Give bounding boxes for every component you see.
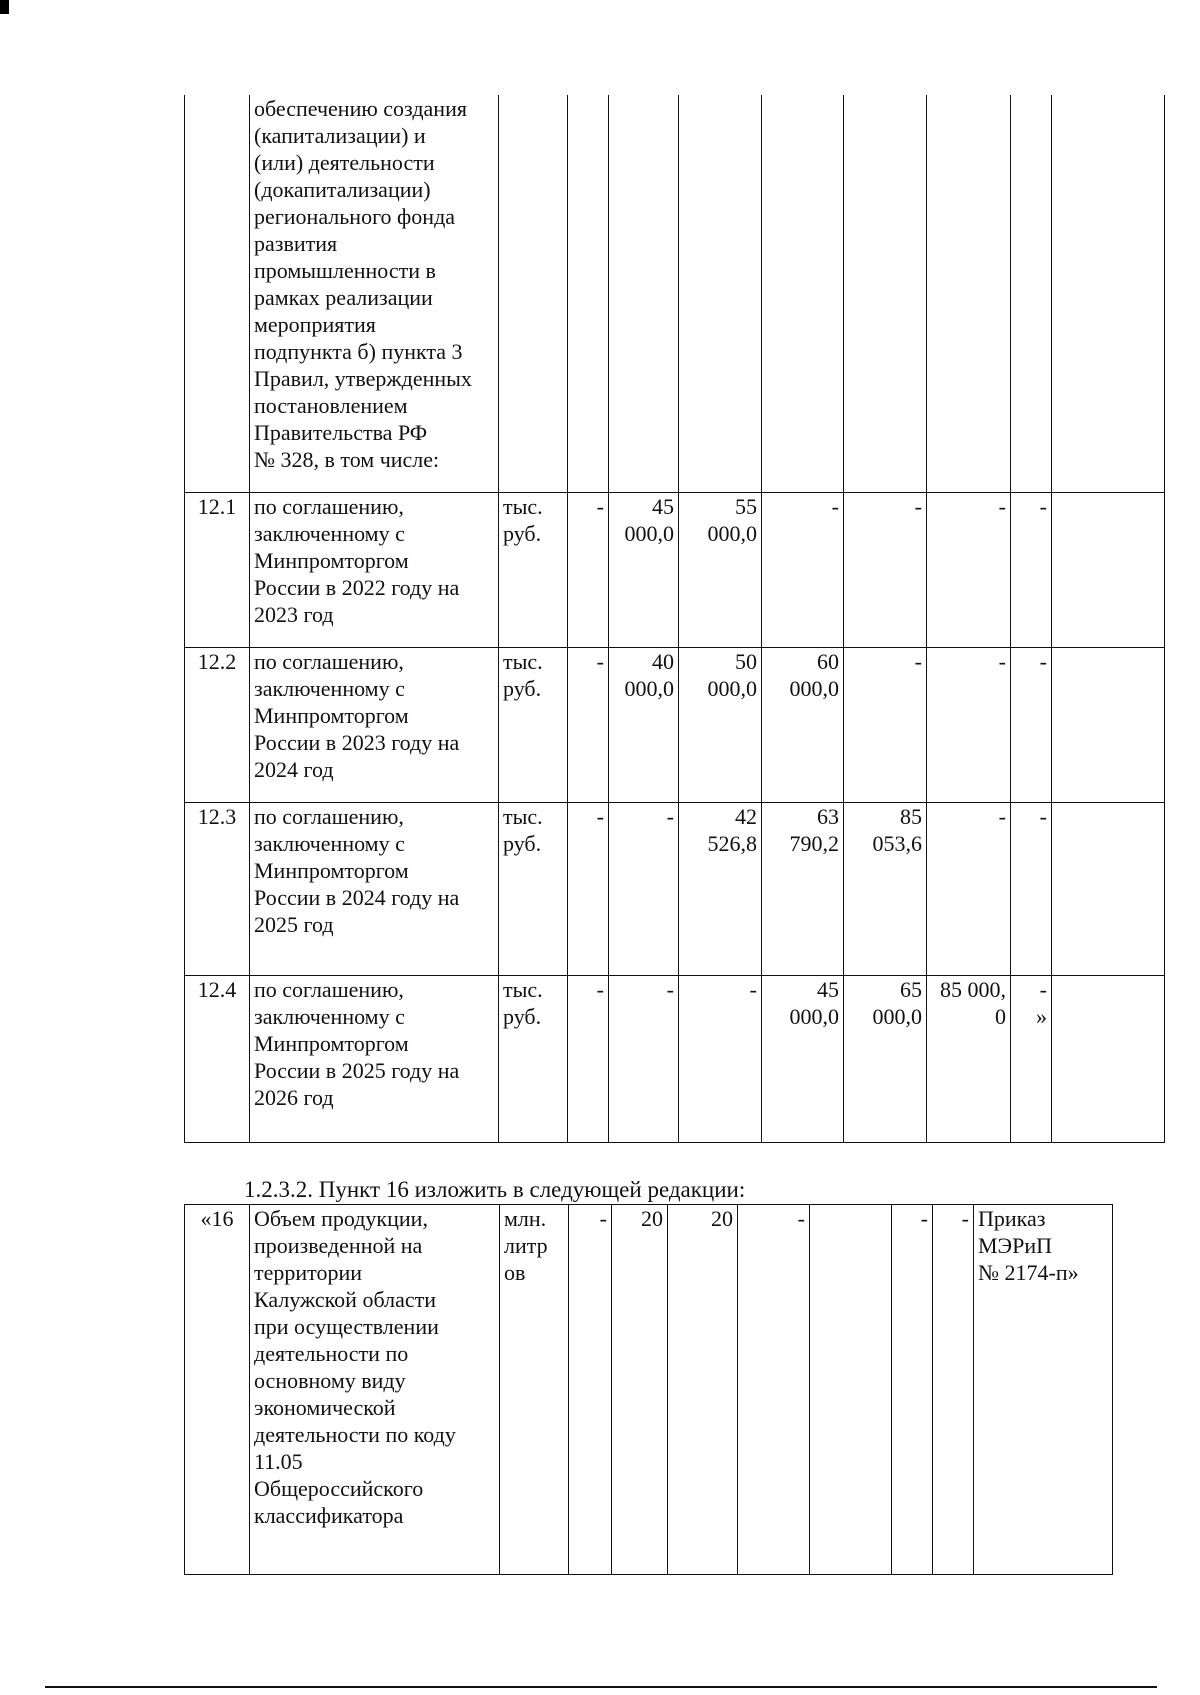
cell-value-1: - [568, 492, 609, 647]
cell-value-7: - [1011, 647, 1052, 802]
table-row-16 [185, 1205, 1113, 1575]
cell-value-3: 55 000,0 [679, 492, 762, 647]
cell-value-1: - [569, 1205, 612, 1575]
cell-value-4: - [762, 492, 844, 647]
cell-value-5: - [844, 492, 927, 647]
cell-name: по соглашению, заключенному с Минпромторгом России в 2022 году на 2023 год [250, 492, 499, 647]
cell-last [1052, 647, 1165, 802]
cell-value-5: - [844, 647, 927, 802]
cell-last [1052, 492, 1165, 647]
indicator-16-table [184, 1204, 1113, 1575]
cell-last [1052, 802, 1165, 975]
cell-name-continuation: обеспечению создания (капитализации) и (или) деятельности (докапитализации) регионального фонда развития промышленности в рамках реализации мероприятия подпункта б) пункта 3 Правил, утвержденных постановлением Правительства РФ № 328, в том числе: [250, 95, 499, 492]
cell-value-6: - [927, 647, 1011, 802]
indicators-table [184, 95, 1165, 1143]
cell-value-6: - [927, 492, 1011, 647]
cell-value-4: 63 790,2 [762, 802, 844, 975]
cell-value-6 [927, 95, 1011, 492]
cell-last [1052, 975, 1165, 1142]
cell-source: Приказ МЭРиП № 2174-п» [974, 1205, 1113, 1575]
cell-value-5: 85 053,6 [844, 802, 927, 975]
cell-value-3 [679, 95, 762, 492]
cell-code: 12.3 [185, 802, 250, 975]
cell-value-2: 45 000,0 [609, 492, 679, 647]
cell-value-1: - [568, 975, 609, 1142]
cell-unit: тыс. руб. [499, 802, 568, 975]
cell-value-4: - [738, 1205, 810, 1575]
cell-value-6: - [927, 802, 1011, 975]
cell-unit: тыс. руб. [499, 647, 568, 802]
cell-value-4: 60 000,0 [762, 647, 844, 802]
cell-name: по соглашению, заключенному с Минпромторгом России в 2025 году на 2026 год [250, 975, 499, 1142]
cell-value-2: - [609, 802, 679, 975]
cell-value-4: 45 000,0 [762, 975, 844, 1142]
cell-value-3: 42 526,8 [679, 802, 762, 975]
cell-name: по соглашению, заключенному с Минпромторгом России в 2024 году на 2025 год [250, 802, 499, 975]
cell-value-7: - [1011, 492, 1052, 647]
cell-unit: млн. литр ов [500, 1205, 569, 1575]
cell-value-2: 20 [612, 1205, 668, 1575]
table-row-12-continuation [185, 95, 1165, 492]
cell-value-7: - [1011, 802, 1052, 975]
cell-value-3: 20 [668, 1205, 738, 1575]
footer-divider [45, 1686, 1157, 1688]
cell-code: 12.1 [185, 492, 250, 647]
cell-code: 12.2 [185, 647, 250, 802]
cell-value-5: 65 000,0 [844, 975, 927, 1142]
cell-value-2 [609, 95, 679, 492]
cell-value-4 [762, 95, 844, 492]
cell-value-7 [1011, 95, 1052, 492]
cell-value-3: 50 000,0 [679, 647, 762, 802]
cell-value-7: - » [1011, 975, 1052, 1142]
table-row-12-4 [185, 975, 1165, 1142]
table-row-12-3 [185, 802, 1165, 975]
cell-value-2: 40 000,0 [609, 647, 679, 802]
cell-name: по соглашению, заключенному с Минпромторгом России в 2023 году на 2024 год [250, 647, 499, 802]
cell-unit [499, 95, 568, 492]
cell-code [185, 95, 250, 492]
corner-crop-mark [0, 0, 9, 14]
cell-value-3: - [679, 975, 762, 1142]
cell-value-5 [810, 1205, 892, 1575]
cell-value-1: - [568, 802, 609, 975]
cell-code: 12.4 [185, 975, 250, 1142]
cell-name: Объем продукции, произведенной на территории Калужской области при осуществлении деятельности по основному виду экономической деятельности по коду 11.05 Общероссийского классификатора [250, 1205, 500, 1575]
cell-last [1052, 95, 1165, 492]
cell-value-1 [568, 95, 609, 492]
cell-value-6: - [892, 1205, 933, 1575]
cell-value-2: - [609, 975, 679, 1142]
cell-value-5 [844, 95, 927, 492]
cell-unit: тыс. руб. [499, 975, 568, 1142]
paragraph-title: 1.2.3.2. Пункт 16 изложить в следующей редакции: [244, 1177, 746, 1202]
cell-value-6: 85 000, 0 [927, 975, 1011, 1142]
table-row-12-2 [185, 647, 1165, 802]
cell-unit: тыс. руб. [499, 492, 568, 647]
cell-value-7: - [933, 1205, 974, 1575]
table-row-12-1 [185, 492, 1165, 647]
cell-code: «16 [185, 1205, 250, 1575]
cell-value-1: - [568, 647, 609, 802]
